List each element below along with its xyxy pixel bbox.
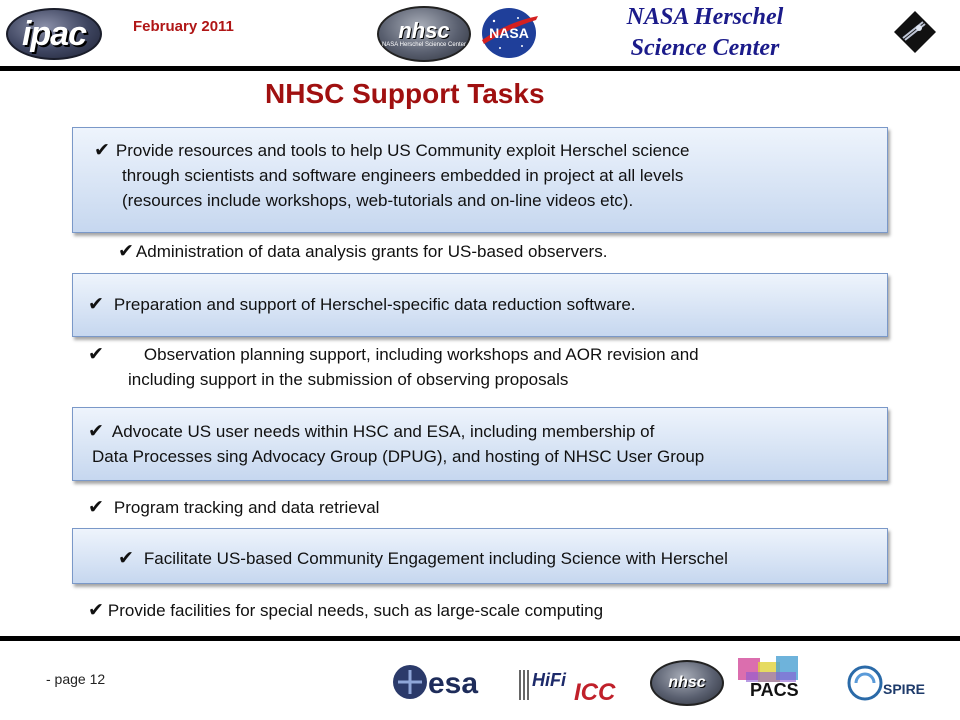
task-text: Observation planning support, including workshops and AOR revision and (143, 345, 699, 364)
nasa-logo (478, 6, 540, 60)
task-item (88, 496, 379, 519)
nhsc-logo (377, 6, 471, 62)
esa-logo (390, 660, 500, 704)
task-item (118, 547, 728, 570)
task-item (118, 240, 607, 263)
task-text: Provide facilities for special needs, such as large-scale computing (107, 601, 604, 620)
task-text-cont: including support in the submission of observing proposals (128, 370, 569, 389)
nhsc-logo-text: nhsc (398, 17, 450, 43)
footer-divider (0, 636, 960, 641)
pacs-logo (728, 652, 820, 710)
esa-logo-text: esa (428, 667, 479, 700)
check-icon: ✔ (118, 240, 134, 262)
check-icon: ✔ (94, 139, 110, 161)
task-text-cont: Data Processes sing Advocacy Group (DPUG), and hosting of NHSC User Group (92, 447, 705, 466)
task-text: Preparation and support of Herschel-specific data reduction software. (113, 295, 636, 314)
check-icon: ✔ (88, 599, 104, 621)
hifi-logo-text: HiFi (532, 670, 566, 690)
pacs-logo-text: PACS (750, 680, 799, 700)
task-text-cont: (resources include workshops, web-tutorials and on-line videos etc). (122, 191, 634, 210)
nhsc-footer-logo (650, 660, 724, 706)
task-item (88, 293, 636, 316)
task-text: Facilitate US-based Community Engagement including Science with Herschel (143, 549, 728, 568)
highlight-box (72, 407, 888, 481)
ipac-logo-text: ipac (21, 14, 87, 53)
task-item (94, 139, 689, 162)
nhsc-footer-logo-text: nhsc (668, 674, 706, 691)
date-label: February 2011 (133, 18, 234, 35)
slide-title: NHSC Support Tasks (265, 78, 545, 109)
task-item (88, 343, 699, 366)
task-text: Administration of data analysis grants for US-based observers. (135, 242, 608, 261)
page-number: - page 12 (46, 671, 106, 687)
hifi-icc-logo (518, 664, 624, 704)
task-text: Advocate US user needs within HSC and ESA, including membership of (111, 422, 655, 441)
header-divider (0, 66, 960, 71)
center-title (590, 2, 820, 64)
center-title-line2: Science Center (630, 35, 780, 61)
task-text: Provide resources and tools to help US Community exploit Herschel science (115, 141, 690, 160)
task-text-cont: through scientists and software engineers embedded in project at all levels (122, 166, 684, 185)
center-title-line1: NASA Herschel (626, 4, 784, 30)
check-icon: ✔ (118, 547, 134, 569)
task-text: Program tracking and data retrieval (113, 498, 380, 517)
task-item (88, 420, 654, 443)
ipac-logo (6, 8, 102, 60)
icc-logo-text: ICC (574, 679, 616, 704)
herschel-logo (893, 10, 937, 54)
nhsc-logo-subtext: NASA Herschel Science Center (381, 41, 467, 48)
check-icon: ✔ (88, 293, 104, 315)
nasa-logo-text: NASA (489, 25, 529, 41)
check-icon: ✔ (88, 343, 104, 365)
check-icon: ✔ (88, 420, 104, 442)
check-icon: ✔ (88, 496, 104, 518)
spire-logo-text: SPIRE (883, 681, 926, 697)
task-item (88, 599, 603, 622)
spire-logo (843, 662, 939, 704)
